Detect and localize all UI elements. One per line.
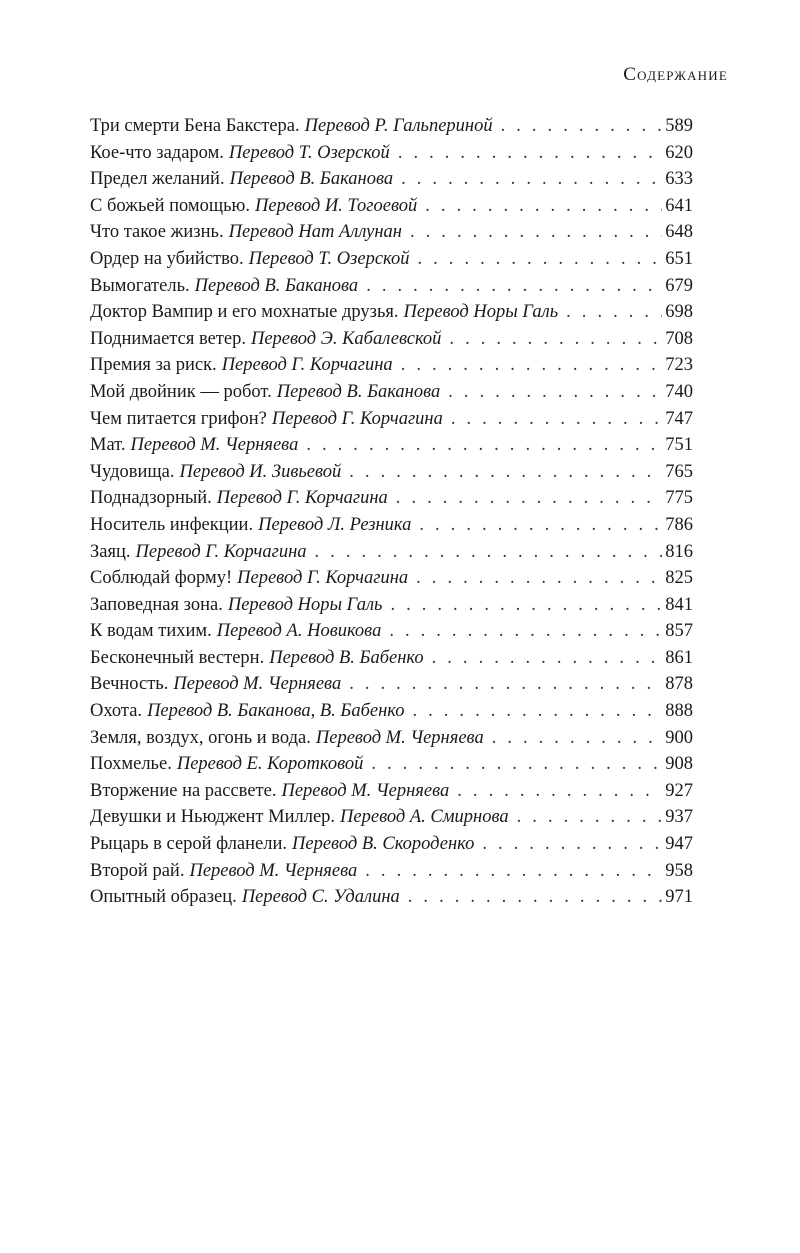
- page-number: 927: [665, 780, 693, 801]
- toc-entry[interactable]: [90, 140, 693, 167]
- story-title: Рыцарь в серой фланели.: [90, 834, 288, 855]
- story-title: Охота.: [90, 701, 143, 722]
- page-number: 679: [665, 275, 693, 296]
- translator-credit: Перевод М. Черняева: [281, 780, 450, 801]
- dot-leader: [306, 432, 662, 459]
- story-title: Вечность.: [90, 674, 169, 695]
- page-number: 971: [665, 887, 693, 908]
- story-title: Поднадзорный.: [90, 488, 212, 509]
- dot-leader: [412, 698, 662, 725]
- translator-credit: Перевод Норы Галь: [227, 594, 383, 615]
- page-number: 775: [665, 488, 693, 509]
- story-title: Второй рай.: [90, 860, 185, 881]
- translator-credit: Перевод В. Скороденко: [292, 834, 475, 855]
- translator-credit: Перевод Г. Корчагина: [216, 488, 388, 509]
- translator-credit: Перевод М. Черняева: [189, 860, 358, 881]
- story-title: Заяц.: [90, 541, 131, 562]
- toc-entry[interactable]: [90, 299, 693, 326]
- story-title: Премия за риск.: [90, 355, 217, 376]
- toc-entry[interactable]: [90, 352, 693, 379]
- translator-credit: Перевод Г. Корчагина: [271, 408, 443, 429]
- toc-entry[interactable]: [90, 193, 693, 220]
- toc-entry[interactable]: [90, 831, 693, 858]
- story-title: Ордер на убийство.: [90, 248, 244, 269]
- toc-entry[interactable]: [90, 725, 693, 752]
- dot-leader: [418, 246, 663, 273]
- translator-credit: Перевод В. Баканова: [194, 275, 359, 296]
- story-title: Кое-что задаром.: [90, 142, 224, 163]
- dot-leader: [451, 406, 662, 433]
- story-title: Бесконечный вестерн.: [90, 647, 265, 668]
- toc-entry[interactable]: [90, 698, 693, 725]
- dot-leader: [416, 565, 662, 592]
- dot-leader: [482, 831, 662, 858]
- translator-credit: Перевод Нат Аллунан: [228, 222, 402, 243]
- dot-leader: [366, 273, 662, 300]
- page-number: 841: [665, 594, 693, 615]
- page-number: 947: [665, 834, 693, 855]
- page-number: 958: [665, 860, 693, 881]
- toc-entry[interactable]: [90, 326, 693, 353]
- story-title: Заповедная зона.: [90, 594, 223, 615]
- toc-entry[interactable]: [90, 432, 693, 459]
- toc-entry[interactable]: [90, 166, 693, 193]
- toc-entry[interactable]: [90, 273, 693, 300]
- page-number: 786: [665, 514, 693, 535]
- story-title: Земля, воздух, огонь и вода.: [90, 727, 311, 748]
- translator-credit: Перевод В. Бабенко: [269, 647, 424, 668]
- translator-credit: Перевод А. Смирнова: [340, 807, 509, 828]
- page-number: 751: [665, 435, 693, 456]
- translator-credit: Перевод М. Черняева: [173, 674, 342, 695]
- page-number: 641: [665, 195, 693, 216]
- translator-credit: Перевод М. Черняева: [315, 727, 484, 748]
- translator-credit: Перевод Г. Корчагина: [135, 541, 307, 562]
- dot-leader: [501, 113, 663, 140]
- page-number: 900: [665, 727, 693, 748]
- dot-leader: [349, 459, 662, 486]
- toc-entry[interactable]: [90, 512, 693, 539]
- toc-entry[interactable]: [90, 539, 693, 566]
- story-title: Чем питается грифон?: [90, 408, 267, 429]
- page-number: 765: [665, 461, 693, 482]
- page-number: 908: [665, 754, 693, 775]
- translator-credit: Перевод В. Баканова: [276, 381, 441, 402]
- story-title: Опытный образец.: [90, 887, 237, 908]
- story-title: Вторжение на рассвете.: [90, 780, 277, 801]
- page-number: 620: [665, 142, 693, 163]
- toc-entry[interactable]: [90, 804, 693, 831]
- page-number: 878: [665, 674, 693, 695]
- page-number: 651: [665, 248, 693, 269]
- page-number: 857: [665, 621, 693, 642]
- translator-credit: Перевод Э. Кабалевской: [250, 328, 442, 349]
- translator-credit: Перевод И. Тогоевой: [255, 195, 418, 216]
- page-number: 648: [665, 222, 693, 243]
- translator-credit: Перевод Р. Гальпериной: [304, 116, 493, 136]
- story-title: Носитель инфекции.: [90, 514, 254, 535]
- toc-entry[interactable]: [90, 858, 693, 885]
- story-title: С божьей помощью.: [90, 195, 251, 216]
- story-title: Мой двойник — робот.: [90, 381, 272, 402]
- story-title: Вымогатель.: [90, 275, 190, 296]
- toc-entry[interactable]: [90, 618, 693, 645]
- dot-leader: [396, 485, 662, 512]
- toc-entry[interactable]: [90, 219, 693, 246]
- dot-leader: [419, 512, 662, 539]
- translator-credit: Перевод В. Баканова: [229, 169, 394, 190]
- translator-credit: Перевод Г. Корчагина: [221, 355, 393, 376]
- story-title: К водам тихим.: [90, 621, 212, 642]
- translator-credit: Перевод М. Черняева: [130, 435, 299, 456]
- translator-credit: Перевод А. Новикова: [216, 621, 382, 642]
- page-number: 740: [665, 381, 693, 402]
- toc-entry[interactable]: [90, 406, 693, 433]
- toc-entry[interactable]: [90, 113, 693, 140]
- toc-entry[interactable]: [90, 379, 693, 406]
- page-number: 698: [665, 302, 693, 323]
- story-title: Что такое жизнь.: [90, 222, 224, 243]
- translator-credit: Перевод С. Удалина: [241, 887, 400, 908]
- dot-leader: [566, 299, 662, 326]
- story-title: Похмелье.: [90, 754, 172, 775]
- dot-leader: [315, 539, 663, 566]
- story-title: Соблюдай форму!: [90, 568, 233, 589]
- translator-credit: Перевод Норы Галь: [403, 302, 559, 323]
- dot-leader: [389, 618, 662, 645]
- table-of-contents: [90, 113, 693, 911]
- dot-leader: [398, 140, 662, 167]
- page-number: 633: [665, 169, 693, 190]
- toc-entry[interactable]: [90, 459, 693, 486]
- toc-entry[interactable]: [90, 645, 693, 672]
- story-title: Мат.: [90, 435, 126, 456]
- toc-entry[interactable]: [90, 565, 693, 592]
- dot-leader: [408, 884, 662, 911]
- dot-leader: [349, 671, 662, 698]
- dot-leader: [449, 326, 662, 353]
- page-number: 937: [665, 807, 693, 828]
- dot-leader: [365, 858, 662, 885]
- page-number: 825: [665, 568, 693, 589]
- dot-leader: [390, 592, 662, 619]
- story-title: Чудовища.: [90, 461, 175, 482]
- dot-leader: [401, 352, 663, 379]
- story-title: Предел желаний.: [90, 169, 225, 190]
- toc-entry[interactable]: [90, 884, 693, 911]
- translator-credit: Перевод Т. Озерской: [228, 142, 390, 163]
- translator-credit: Перевод Л. Резника: [258, 514, 412, 535]
- page-number: 747: [665, 408, 693, 429]
- toc-entry[interactable]: [90, 246, 693, 273]
- translator-credit: Перевод Т. Озерской: [248, 248, 410, 269]
- running-head: Содержание: [623, 64, 728, 85]
- toc-entry[interactable]: [90, 592, 693, 619]
- dot-leader: [371, 751, 662, 778]
- dot-leader: [517, 804, 663, 831]
- page-number: 589: [665, 116, 693, 136]
- translator-credit: Перевод Г. Корчагина: [237, 568, 409, 589]
- toc-entry[interactable]: [90, 485, 693, 512]
- story-title: Поднимается ветер.: [90, 328, 246, 349]
- dot-leader: [425, 193, 662, 220]
- dot-leader: [410, 219, 662, 246]
- dot-leader: [492, 725, 663, 752]
- page-number: 816: [665, 541, 693, 562]
- page-number: 888: [665, 701, 693, 722]
- translator-credit: Перевод И. Зивьевой: [179, 461, 342, 482]
- dot-leader: [457, 778, 662, 805]
- toc-entry[interactable]: [90, 671, 693, 698]
- translator-credit: Перевод В. Баканова, В. Бабенко: [147, 701, 405, 722]
- toc-entry[interactable]: [90, 751, 693, 778]
- page-number: 723: [665, 355, 693, 376]
- story-title: Девушки и Ньюджент Миллер.: [90, 807, 336, 828]
- dot-leader: [432, 645, 663, 672]
- dot-leader: [401, 166, 662, 193]
- story-title: Три смерти Бена Бакстера.: [90, 116, 300, 136]
- page-number: 861: [665, 647, 693, 668]
- dot-leader: [448, 379, 662, 406]
- story-title: Доктор Вампир и его мохнатые друзья.: [90, 302, 399, 323]
- page-number: 708: [665, 328, 693, 349]
- translator-credit: Перевод Е. Коротковой: [176, 754, 364, 775]
- toc-entry[interactable]: [90, 778, 693, 805]
